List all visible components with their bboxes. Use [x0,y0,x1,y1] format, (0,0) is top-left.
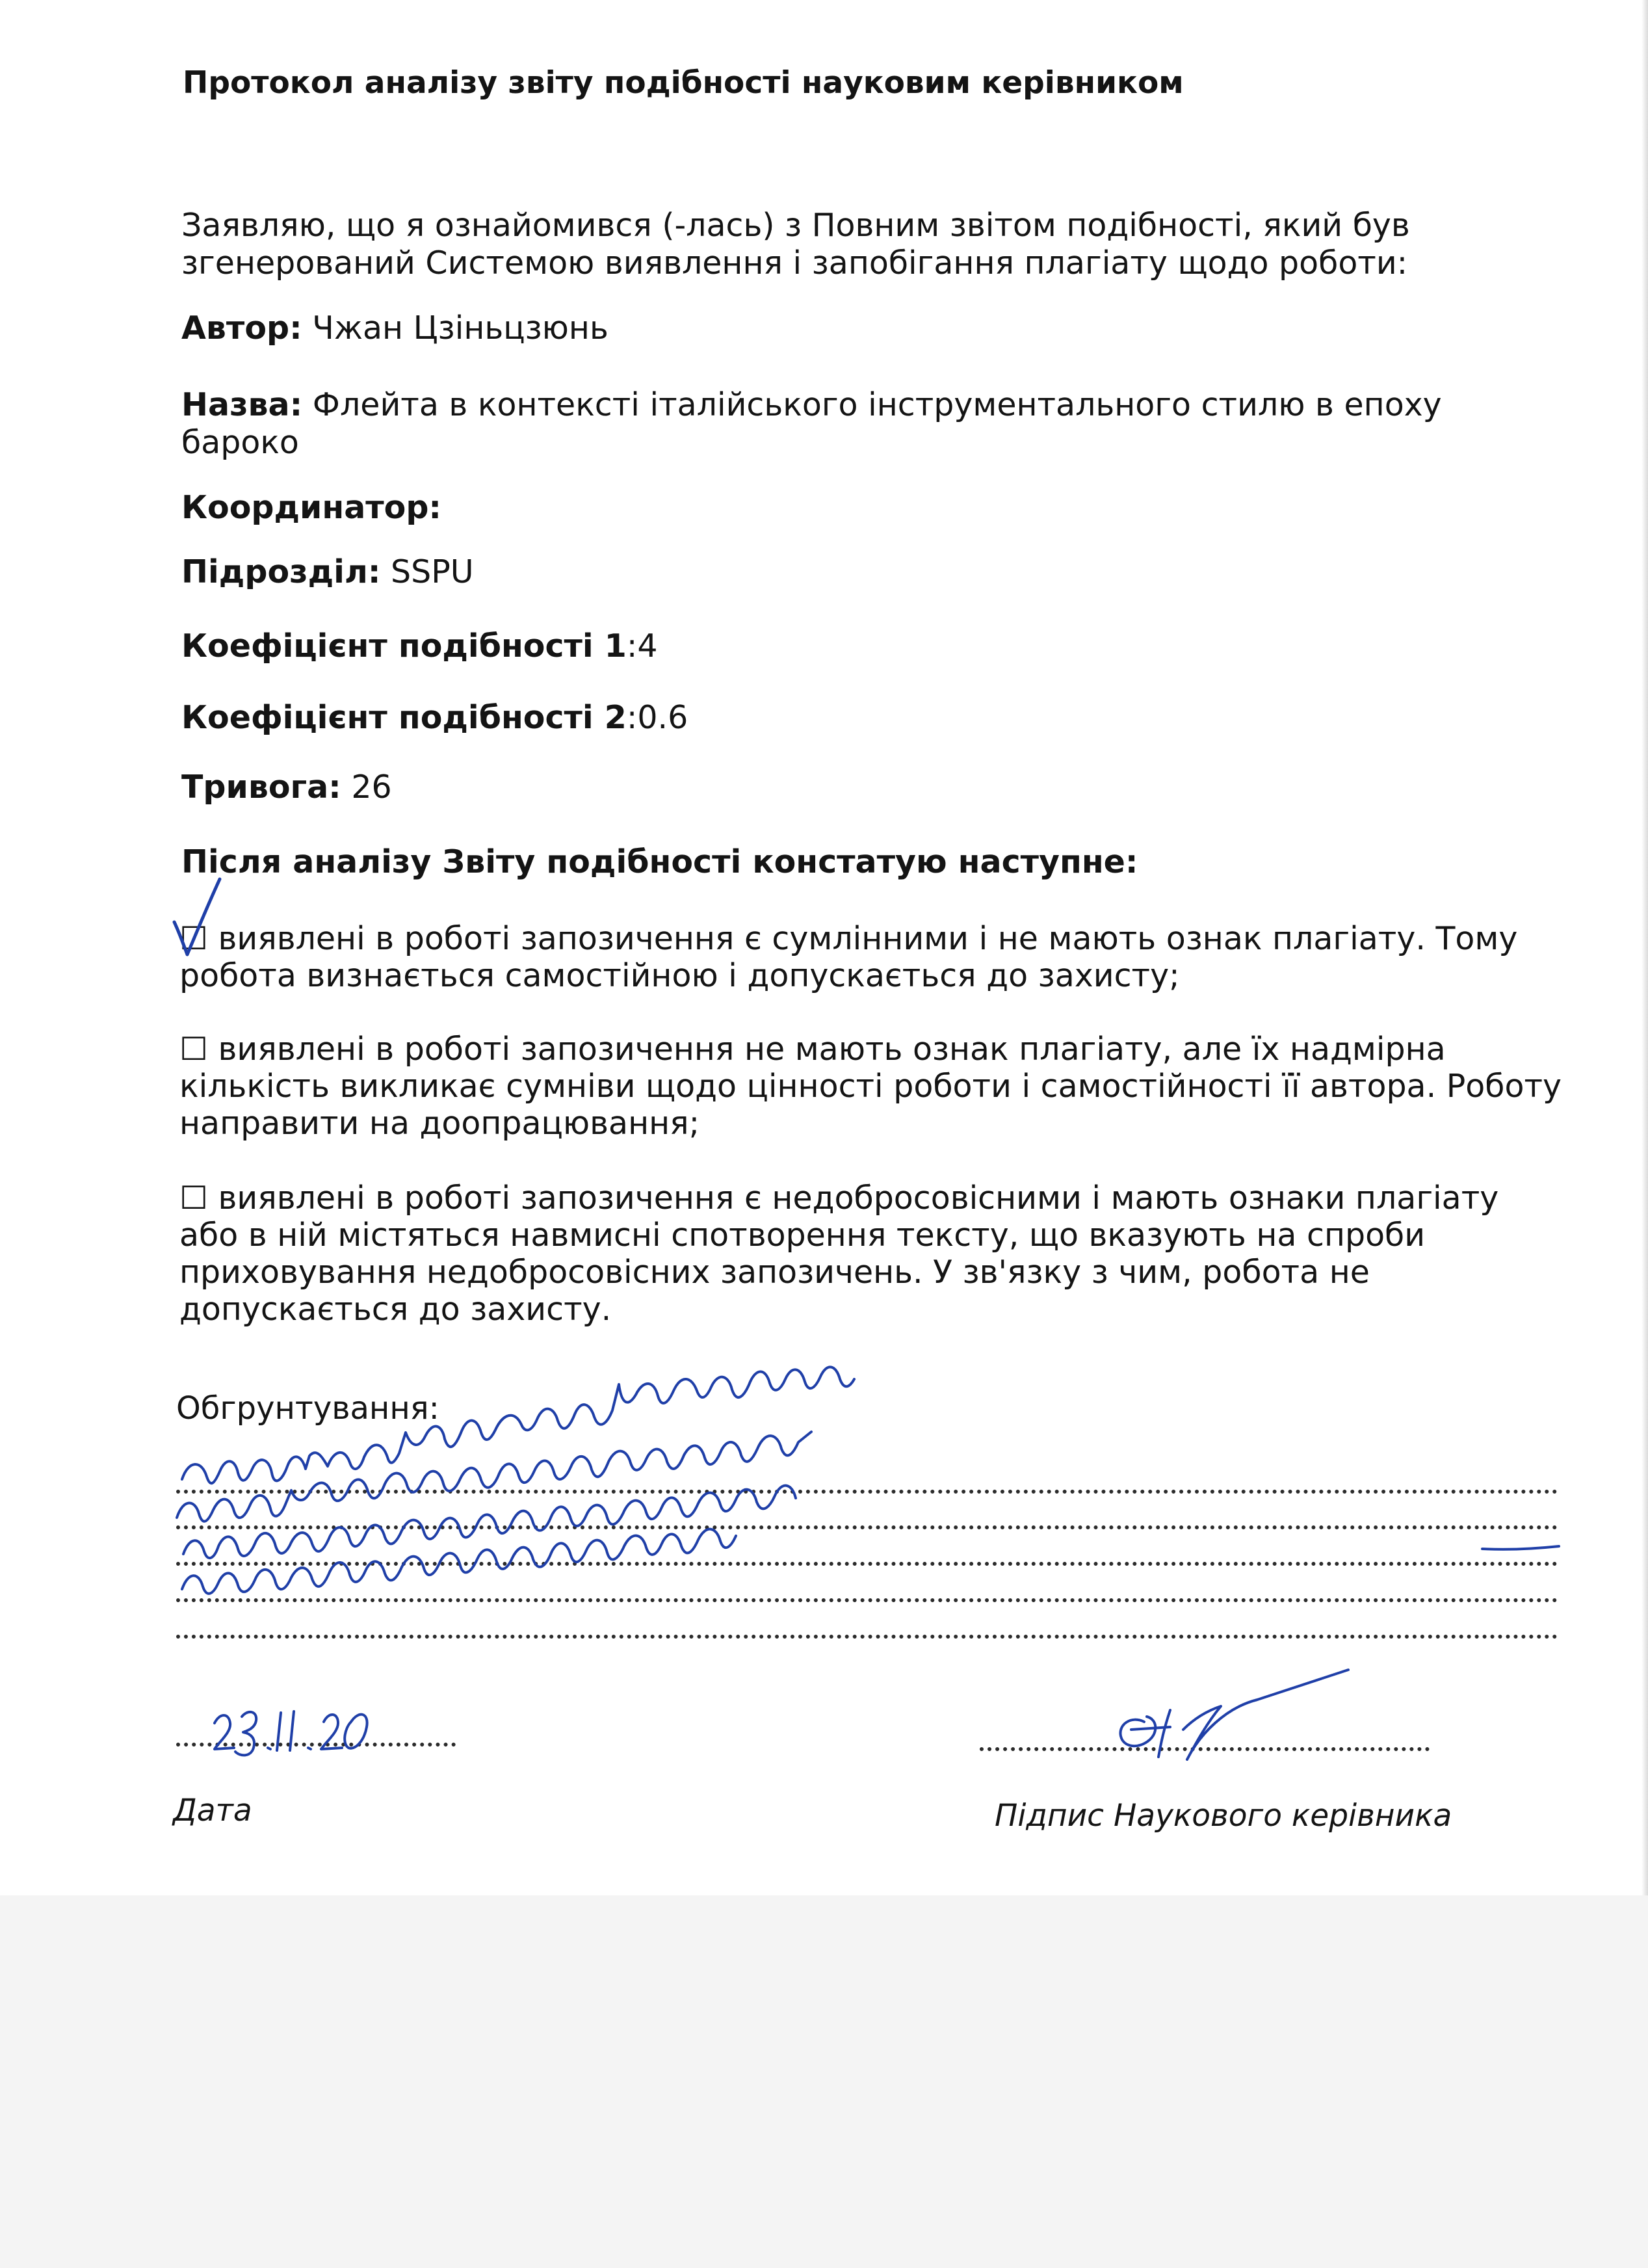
option-checkbox-3[interactable] [179,1180,1564,1328]
signature-label: Підпис Наукового керівника [995,1798,1452,1834]
justification-line-4 [176,1598,1558,1602]
option-2-text: ☐ виявлені в роботі запозичення не мають ознак плагіату, але їх надмірна кількість викликає сумніви щодо цінності роботи і самостійності її автора. Роботу направити на доопрацювання; [179,1031,1562,1142]
alarm-label: Тривога: [181,769,341,806]
coordinator-label: Координатор: [181,489,442,526]
signature-line [980,1747,1430,1751]
alarm-value: 26 [351,769,392,806]
coefficient-1-field [181,627,1560,665]
work-title-value: Флейта в контексті італійського інструментального стилю в епоху бароко [181,386,1442,461]
author-field [181,310,1560,347]
author-label: Автор: [181,310,302,347]
conclusion-heading: Після аналізу Звіту подібності констатую наступне: [181,843,1138,880]
option-checkbox-1[interactable] [179,920,1564,994]
department-label: Підрозділ: [181,553,381,590]
work-title-field [181,386,1560,462]
work-title-label: Назва: [181,386,303,423]
document-title: Протокол аналізу звіту подібності науковим керівником [183,65,1184,101]
coefficient-1-value: :4 [626,627,658,665]
author-value: Чжан Цзіньцзюнь [312,310,608,347]
date-label: Дата [173,1793,252,1828]
alarm-field [181,769,1560,806]
justification-label: Обгрунтування: [176,1390,439,1427]
justification-line-5 [176,1635,1558,1639]
date-line [176,1743,456,1747]
coefficient-1-label: Коефіцієнт подібності 1 [181,627,627,665]
scan-background-bottom [0,1895,1648,2268]
handwritten-date [215,1711,367,1755]
signature-icon [1120,1670,1348,1760]
option-checkbox-2[interactable] [179,1031,1564,1142]
department-field [181,553,1560,591]
handwriting-line-3 [183,1486,796,1558]
department-value: SSPU [391,553,474,590]
scan-edge-shadow [1641,0,1648,1895]
justification-line-1 [176,1490,1558,1494]
handwriting-underline [1482,1546,1559,1549]
coefficient-2-field [181,699,1560,737]
justification-line-2 [176,1525,1558,1529]
option-3-text: ☐ виявлені в роботі запозичення є недобросовісними і мають ознаки плагіату або в ній містяться навмисні спотворення тексту, що вказують на спроби приховування недобросовісних запозичень. У зв'язку з чим, робота не допускається до захисту. [179,1180,1499,1328]
justification-line-3 [176,1562,1558,1566]
option-1-text: ☐ виявлені в роботі запозичення є сумлінними і не мають ознак плагіату. Тому робота визнається самостійною і допускається до захисту; [179,920,1518,994]
intro-paragraph: Заявляю, що я ознайомився (-лась) з Повним звітом подібності, який був згенерований Системою виявлення і запобігання плагіату щодо роботи: [181,207,1410,282]
coordinator-field [181,489,1560,527]
coefficient-2-value: :0.6 [626,699,688,736]
coefficient-2-label: Коефіцієнт подібності 2 [181,699,627,736]
handwriting-line-2 [177,1432,811,1522]
